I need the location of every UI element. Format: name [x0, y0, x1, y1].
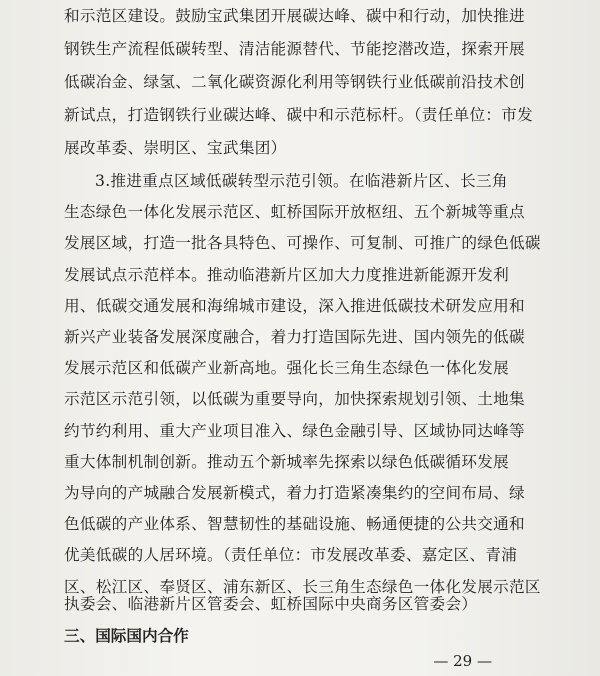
- paragraph-line: 低碳冶金、绿氢、二氧化碳资源化利用等钢铁行业低碳前沿技术创: [64, 73, 525, 91]
- paragraph-line: 新试点，打造钢铁行业碳达峰、碳中和示范标杆。（责任单位：市发: [64, 106, 534, 124]
- paragraph-line: 发展示范区和低碳产业新高地。强化长三角生态绿色一体化发展: [64, 359, 510, 378]
- paragraph-line: 钢铁生产流程低碳转型、清洁能源替代、节能挖潜改造，探索开展: [64, 40, 525, 58]
- paragraph-line: 展改革委、崇明区、宝武集团）: [64, 139, 287, 157]
- paragraph-line: 为导向的产城融合发展新模式，着力打造紧凑集约的空间布局、绿: [64, 484, 525, 502]
- paragraph-line: 重大体制机制创新。推动五个新城率先探索以绿色低碳循环发展: [64, 452, 510, 471]
- page-number: — 29 —: [433, 652, 492, 670]
- paragraph-line: 约节约利用、重大产业项目准入、绿色金融引导、区域协同达峰等: [64, 421, 525, 440]
- paragraph-line: 示范区示范引领，以低碳为重要导向，加快探索规划引领、土地集: [64, 390, 525, 409]
- section-heading: 三、国际国内合作: [64, 627, 189, 645]
- paragraph-line: 和示范区建设。鼓励宝武集团开展碳达峰、碳中和行动，加快推进: [64, 7, 525, 25]
- paragraph-line: 执委会、临港新片区管委会、虹桥国际中央商务区管委会）: [64, 594, 478, 613]
- paragraph-line: 3.推进重点区域低碳转型示范引领。在临港新片区、长三角: [95, 172, 508, 190]
- paragraph-line: 区、松江区、奉贤区、浦东新区、长三角生态绿色一体化发展示范区: [64, 577, 541, 596]
- paragraph-line: 优美低碳的人居环境。（责任单位：市发展改革委、嘉定区、青浦: [64, 546, 518, 565]
- paragraph-line: 用、低碳交通发展和海绵城市建设，深入推进低碳技术研发应用和: [64, 296, 525, 315]
- paragraph-line: 发展试点示范样本。推动临港新片区加大力度推进新能源开发利: [64, 265, 510, 284]
- paragraph-line: 生态绿色一体化发展示范区、虹桥国际开放枢纽、五个新城等重点: [64, 203, 525, 222]
- paragraph-line: 新兴产业装备发展深度融合，着力打造国际先进、国内领先的低碳: [64, 328, 525, 346]
- paragraph-line: 发展区域，打造一批各具特色、可操作、可复制、可推广的绿色低碳: [64, 234, 541, 253]
- paragraph-line: 色低碳的产业体系、智慧韧性的基础设施、畅通便捷的公共交通和: [64, 515, 525, 534]
